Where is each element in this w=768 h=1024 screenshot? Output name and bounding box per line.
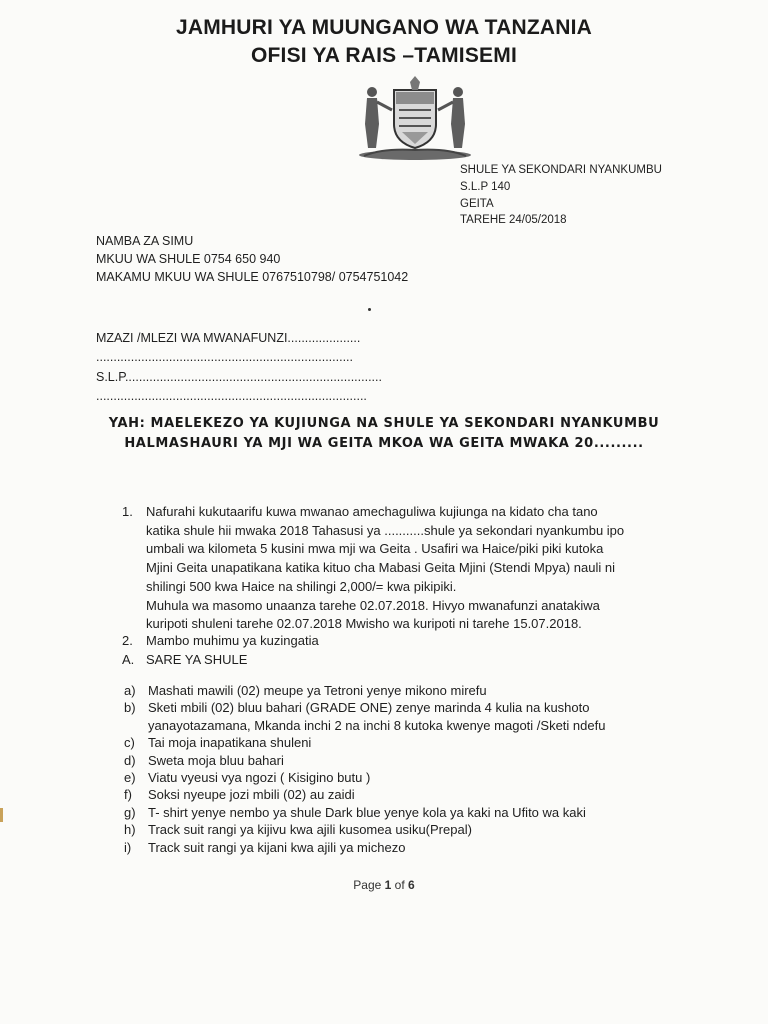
uniform-item-label: i) bbox=[124, 840, 132, 855]
scan-edge-mark bbox=[0, 808, 3, 822]
postal-box: S.L.P 140 bbox=[460, 181, 511, 193]
coat-of-arms-emblem bbox=[352, 76, 478, 162]
item-1-line: Mjini Geita unapatikana katika kituo cha Mabasi Geita Mjini (Stendi Mpya) nauli ni bbox=[146, 560, 615, 575]
uniform-item-label: h) bbox=[124, 822, 136, 837]
uniform-item-text: Track suit rangi ya kijani kwa ajili ya michezo bbox=[148, 840, 406, 855]
uniform-item-text: yanayotazamana, Mkanda inchi 2 na inchi 8 kutoka kwenye magoti /Sketi ndefu bbox=[148, 718, 606, 733]
item-1-line: Nafurahi kukutaarifu kuwa mwanao amechaguliwa kujiunga na kidato cha tano bbox=[146, 504, 598, 519]
uniform-item-text: Sketi mbili (02) bluu bahari (GRADE ONE) zenye marinda 4 kulia na kushoto bbox=[148, 700, 590, 715]
uniform-item-label: e) bbox=[124, 770, 136, 785]
item-1-line: Muhula wa masomo unaanza tarehe 02.07.2018. Hivyo mwanafunzi anatakiwa bbox=[146, 598, 600, 613]
uniform-item-label: d) bbox=[124, 753, 136, 768]
uniform-item-text: T- shirt yenye nembo ya shule Dark blue yenye kola ya kaki na Ufito wa kaki bbox=[148, 805, 586, 820]
page-footer bbox=[0, 878, 768, 892]
phone-numbers-title: NAMBA ZA SIMU bbox=[96, 234, 194, 248]
section-a-title: SARE YA SHULE bbox=[146, 652, 248, 667]
page-of: of bbox=[394, 878, 405, 892]
stray-mark bbox=[368, 308, 371, 311]
uniform-item-text: Track suit rangi ya kijivu kwa ajili kusomea usiku(Prepal) bbox=[148, 822, 472, 837]
uniform-item-text: Mashati mawili (02) meupe ya Tetroni yenye mikono mirefu bbox=[148, 683, 487, 698]
deputy-head-phone: MAKAMU MKUU WA SHULE 0767510798/ 0754751042 bbox=[96, 270, 409, 284]
page-current: 1 bbox=[384, 878, 392, 892]
item-1-line: umbali wa kilometa 5 kusini mwa mji wa Geita . Usafiri wa Haice/piki piki kutoka bbox=[146, 541, 604, 556]
item-1-line: kuripoti shuleni tarehe 02.07.2018 Mwisho wa kuripoti ni tarehe 15.07.2018. bbox=[146, 616, 582, 631]
uniform-item-text: Sweta moja bluu bahari bbox=[148, 753, 284, 768]
item-2-text: Mambo muhimu ya kuzingatia bbox=[146, 633, 319, 648]
town: GEITA bbox=[460, 198, 494, 210]
uniform-item-text: Soksi nyeupe jozi mbili (02) au zaidi bbox=[148, 787, 355, 802]
uniform-item-text: Tai moja inapatikana shuleni bbox=[148, 735, 312, 750]
head-teacher-phone: MKUU WA SHULE 0754 650 940 bbox=[96, 252, 281, 266]
item-1-line: katika shule hii mwaka 2018 Tahasusi ya ...........shule ya sekondari nyankumbu ipo bbox=[146, 523, 625, 538]
uniform-item-label: a) bbox=[124, 683, 136, 698]
header-title-line2: OFISI YA RAIS –TAMISEMI bbox=[251, 44, 517, 67]
uniform-item-label: c) bbox=[124, 735, 135, 750]
item-2-number: 2. bbox=[122, 633, 133, 648]
uniform-item-label: f) bbox=[124, 787, 132, 802]
letter-date: TAREHE 24/05/2018 bbox=[460, 214, 567, 226]
page-total: 6 bbox=[408, 878, 415, 892]
uniform-item-label: b) bbox=[124, 700, 136, 715]
section-a-label: A. bbox=[122, 652, 135, 667]
recipient-line-4: .............................................................................. bbox=[96, 389, 367, 403]
school-name: SHULE YA SEKONDARI NYANKUMBU bbox=[460, 164, 662, 176]
recipient-line-2: .......................................................................... bbox=[96, 350, 353, 364]
recipient-line-1: MZAZI /MLEZI WA MWANAFUNZI..................... bbox=[96, 331, 361, 345]
subject-line-1: YAH: MAELEKEZO YA KUJIUNGA NA SHULE YA SEKONDARI NYANKUMBU bbox=[108, 416, 660, 431]
subject-line-2: HALMASHAURI YA MJI WA GEITA MKOA WA GEITA MWAKA 20......... bbox=[124, 436, 644, 451]
item-1-number: 1. bbox=[122, 504, 133, 519]
recipient-address-line: S.L.P.......................................................................... bbox=[96, 370, 382, 384]
uniform-item-text: Viatu vyeusi vya ngozi ( Kisigino butu ) bbox=[148, 770, 371, 785]
uniform-item-label: g) bbox=[124, 805, 136, 820]
page-label: Page bbox=[353, 878, 382, 892]
item-1-line: shilingi 500 kwa Haice na shilingi 2,000/= kwa pikipiki. bbox=[146, 579, 457, 594]
header-title-line1: JAMHURI YA MUUNGANO WA TANZANIA bbox=[175, 16, 593, 39]
